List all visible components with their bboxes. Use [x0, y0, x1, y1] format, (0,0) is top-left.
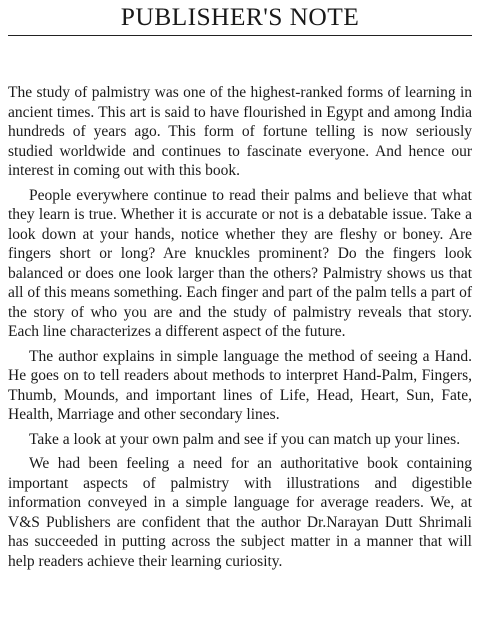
paragraph-2: People everywhere continue to read their palms and believe that what they learn is true. Whether it is accurate or not is a debatable issue. Take a look down at your hands, notice whether they are fleshy or boney. Are fingers short or long? Are knuckles prominent? Do the fingers look balanced or does one look larger than the others? Palmistry shows us that all of this means something. Each finger and part of the palm tells a part of the story of who you are and the study of palmistry reveals that story. Each line characterizes a different aspect of the future.	[8, 186, 473, 340]
page-title: PUBLISHER'S NOTE	[120, 2, 360, 31]
paragraph-5: We had been feeling a need for an authoritative book containing important aspects of palmistry with illustrations and digestible information conveyed in a simple language for average readers. We, at V&S Publishers are confident that the author Dr.Narayan Dutt Shrimali has succeeded in putting across the subject matter in a manner that will help readers achieve their learning curiosity.	[8, 455, 472, 570]
paragraph-1: The study of palmistry was one of the highest-ranked forms of learning in ancient times. This art is said to have flourished in Egypt and among India hundreds of years ago. This form of fortune telling is now seriously studied worldwide and continues to fascinate everyone. And hence our interest in coming out with this book.	[8, 84, 472, 179]
title-divider	[8, 35, 472, 36]
paragraph-3: The author explains in simple language the method of seeing a Hand. He goes on to tell readers about methods to interpret Hand-Palm, Fingers, Thumb, Mounds, and important lines of Life, Head, Heart, Sun, Fate, Health, Marriage and other secondary lines.	[8, 347, 472, 423]
document-page	[8, 0, 472, 625]
body-text	[8, 83, 472, 571]
paragraph-4: Take a look at your own palm and see if you can match up your lines.	[29, 430, 461, 448]
